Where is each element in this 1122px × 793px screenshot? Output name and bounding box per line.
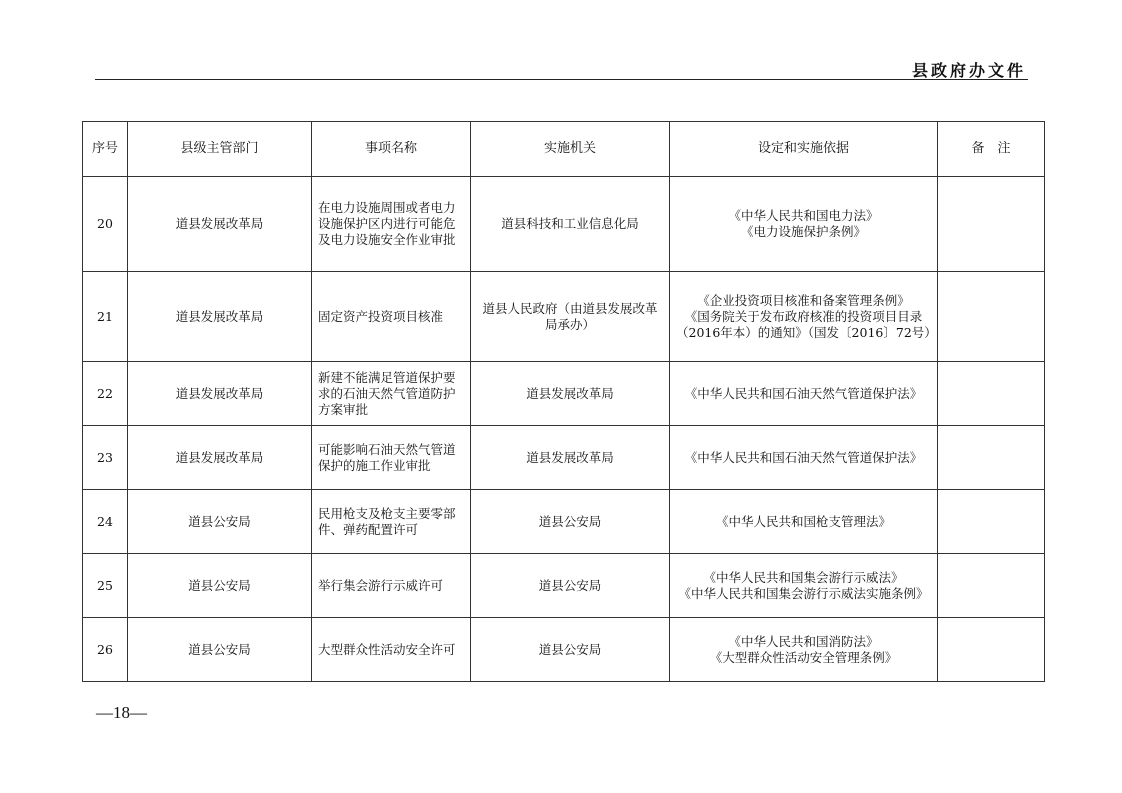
note-cell — [938, 426, 1045, 490]
implementing-org-cell: 道县发展改革局 — [471, 426, 670, 490]
implementing-org-cell: 道县发展改革局 — [471, 362, 670, 426]
implementing-org-cell: 道县公安局 — [471, 618, 670, 682]
column-header-note: 备 注 — [938, 122, 1045, 177]
table-row — [83, 362, 1045, 426]
note-cell — [938, 177, 1045, 272]
row-number: 22 — [83, 362, 128, 426]
note-cell — [938, 490, 1045, 554]
legal-basis-cell: 《中华人民共和国集会游行示威法》 《中华人民共和国集会游行示威法实施条例》 — [670, 554, 938, 618]
implementing-org-cell: 道县人民政府（由道县发展改革局承办） — [471, 272, 670, 362]
legal-basis-cell: 《中华人民共和国电力法》 《电力设施保护条例》 — [670, 177, 938, 272]
legal-basis-cell: 《中华人民共和国石油天然气管道保护法》 — [670, 426, 938, 490]
item-name-cell: 可能影响石油天然气管道保护的施工作业审批 — [312, 426, 471, 490]
department-cell: 道县公安局 — [128, 554, 312, 618]
note-cell — [938, 362, 1045, 426]
department-cell: 道县发展改革局 — [128, 272, 312, 362]
item-name-cell: 新建不能满足管道保护要求的石油天然气管道防护方案审批 — [312, 362, 471, 426]
column-header-basis: 设定和实施依据 — [670, 122, 938, 177]
legal-basis-cell: 《企业投资项目核准和备案管理条例》 《国务院关于发布政府核准的投资项目目录（2016年本）的通知》（国发〔2016〕72号） — [670, 272, 938, 362]
column-header-item: 事项名称 — [312, 122, 471, 177]
row-number: 21 — [83, 272, 128, 362]
row-number: 26 — [83, 618, 128, 682]
note-cell — [938, 554, 1045, 618]
row-number: 20 — [83, 177, 128, 272]
implementing-org-cell: 道县科技和工业信息化局 — [471, 177, 670, 272]
item-name-cell: 举行集会游行示威许可 — [312, 554, 471, 618]
table-header-row — [83, 122, 1045, 177]
column-header-dept: 县级主管部门 — [128, 122, 312, 177]
table-row — [83, 272, 1045, 362]
row-number: 24 — [83, 490, 128, 554]
legal-basis-cell: 《中华人民共和国枪支管理法》 — [670, 490, 938, 554]
table-row — [83, 618, 1045, 682]
table-row — [83, 426, 1045, 490]
header-divider — [95, 79, 1028, 80]
implementing-org-cell: 道县公安局 — [471, 554, 670, 618]
department-cell: 道县发展改革局 — [128, 426, 312, 490]
note-cell — [938, 618, 1045, 682]
column-header-org: 实施机关 — [471, 122, 670, 177]
item-name-cell: 在电力设施周围或者电力设施保护区内进行可能危及电力设施安全作业审批 — [312, 177, 471, 272]
department-cell: 道县公安局 — [128, 618, 312, 682]
row-number: 23 — [83, 426, 128, 490]
legal-basis-cell: 《中华人民共和国石油天然气管道保护法》 — [670, 362, 938, 426]
row-number: 25 — [83, 554, 128, 618]
table-body — [83, 177, 1045, 682]
table-row — [83, 490, 1045, 554]
department-cell: 道县公安局 — [128, 490, 312, 554]
note-cell — [938, 272, 1045, 362]
table-row — [83, 177, 1045, 272]
page-number: —18— — [96, 703, 147, 722]
legal-basis-cell: 《中华人民共和国消防法》 《大型群众性活动安全管理条例》 — [670, 618, 938, 682]
item-name-cell: 固定资产投资项目核准 — [312, 272, 471, 362]
approval-items-table — [82, 121, 1045, 682]
implementing-org-cell: 道县公安局 — [471, 490, 670, 554]
item-name-cell: 民用枪支及枪支主要零部件、弹药配置许可 — [312, 490, 471, 554]
department-cell: 道县发展改革局 — [128, 362, 312, 426]
document-header-title: 县政府办文件 — [911, 61, 1026, 80]
department-cell: 道县发展改革局 — [128, 177, 312, 272]
column-header-no: 序号 — [83, 122, 128, 177]
table-row — [83, 554, 1045, 618]
item-name-cell: 大型群众性活动安全许可 — [312, 618, 471, 682]
